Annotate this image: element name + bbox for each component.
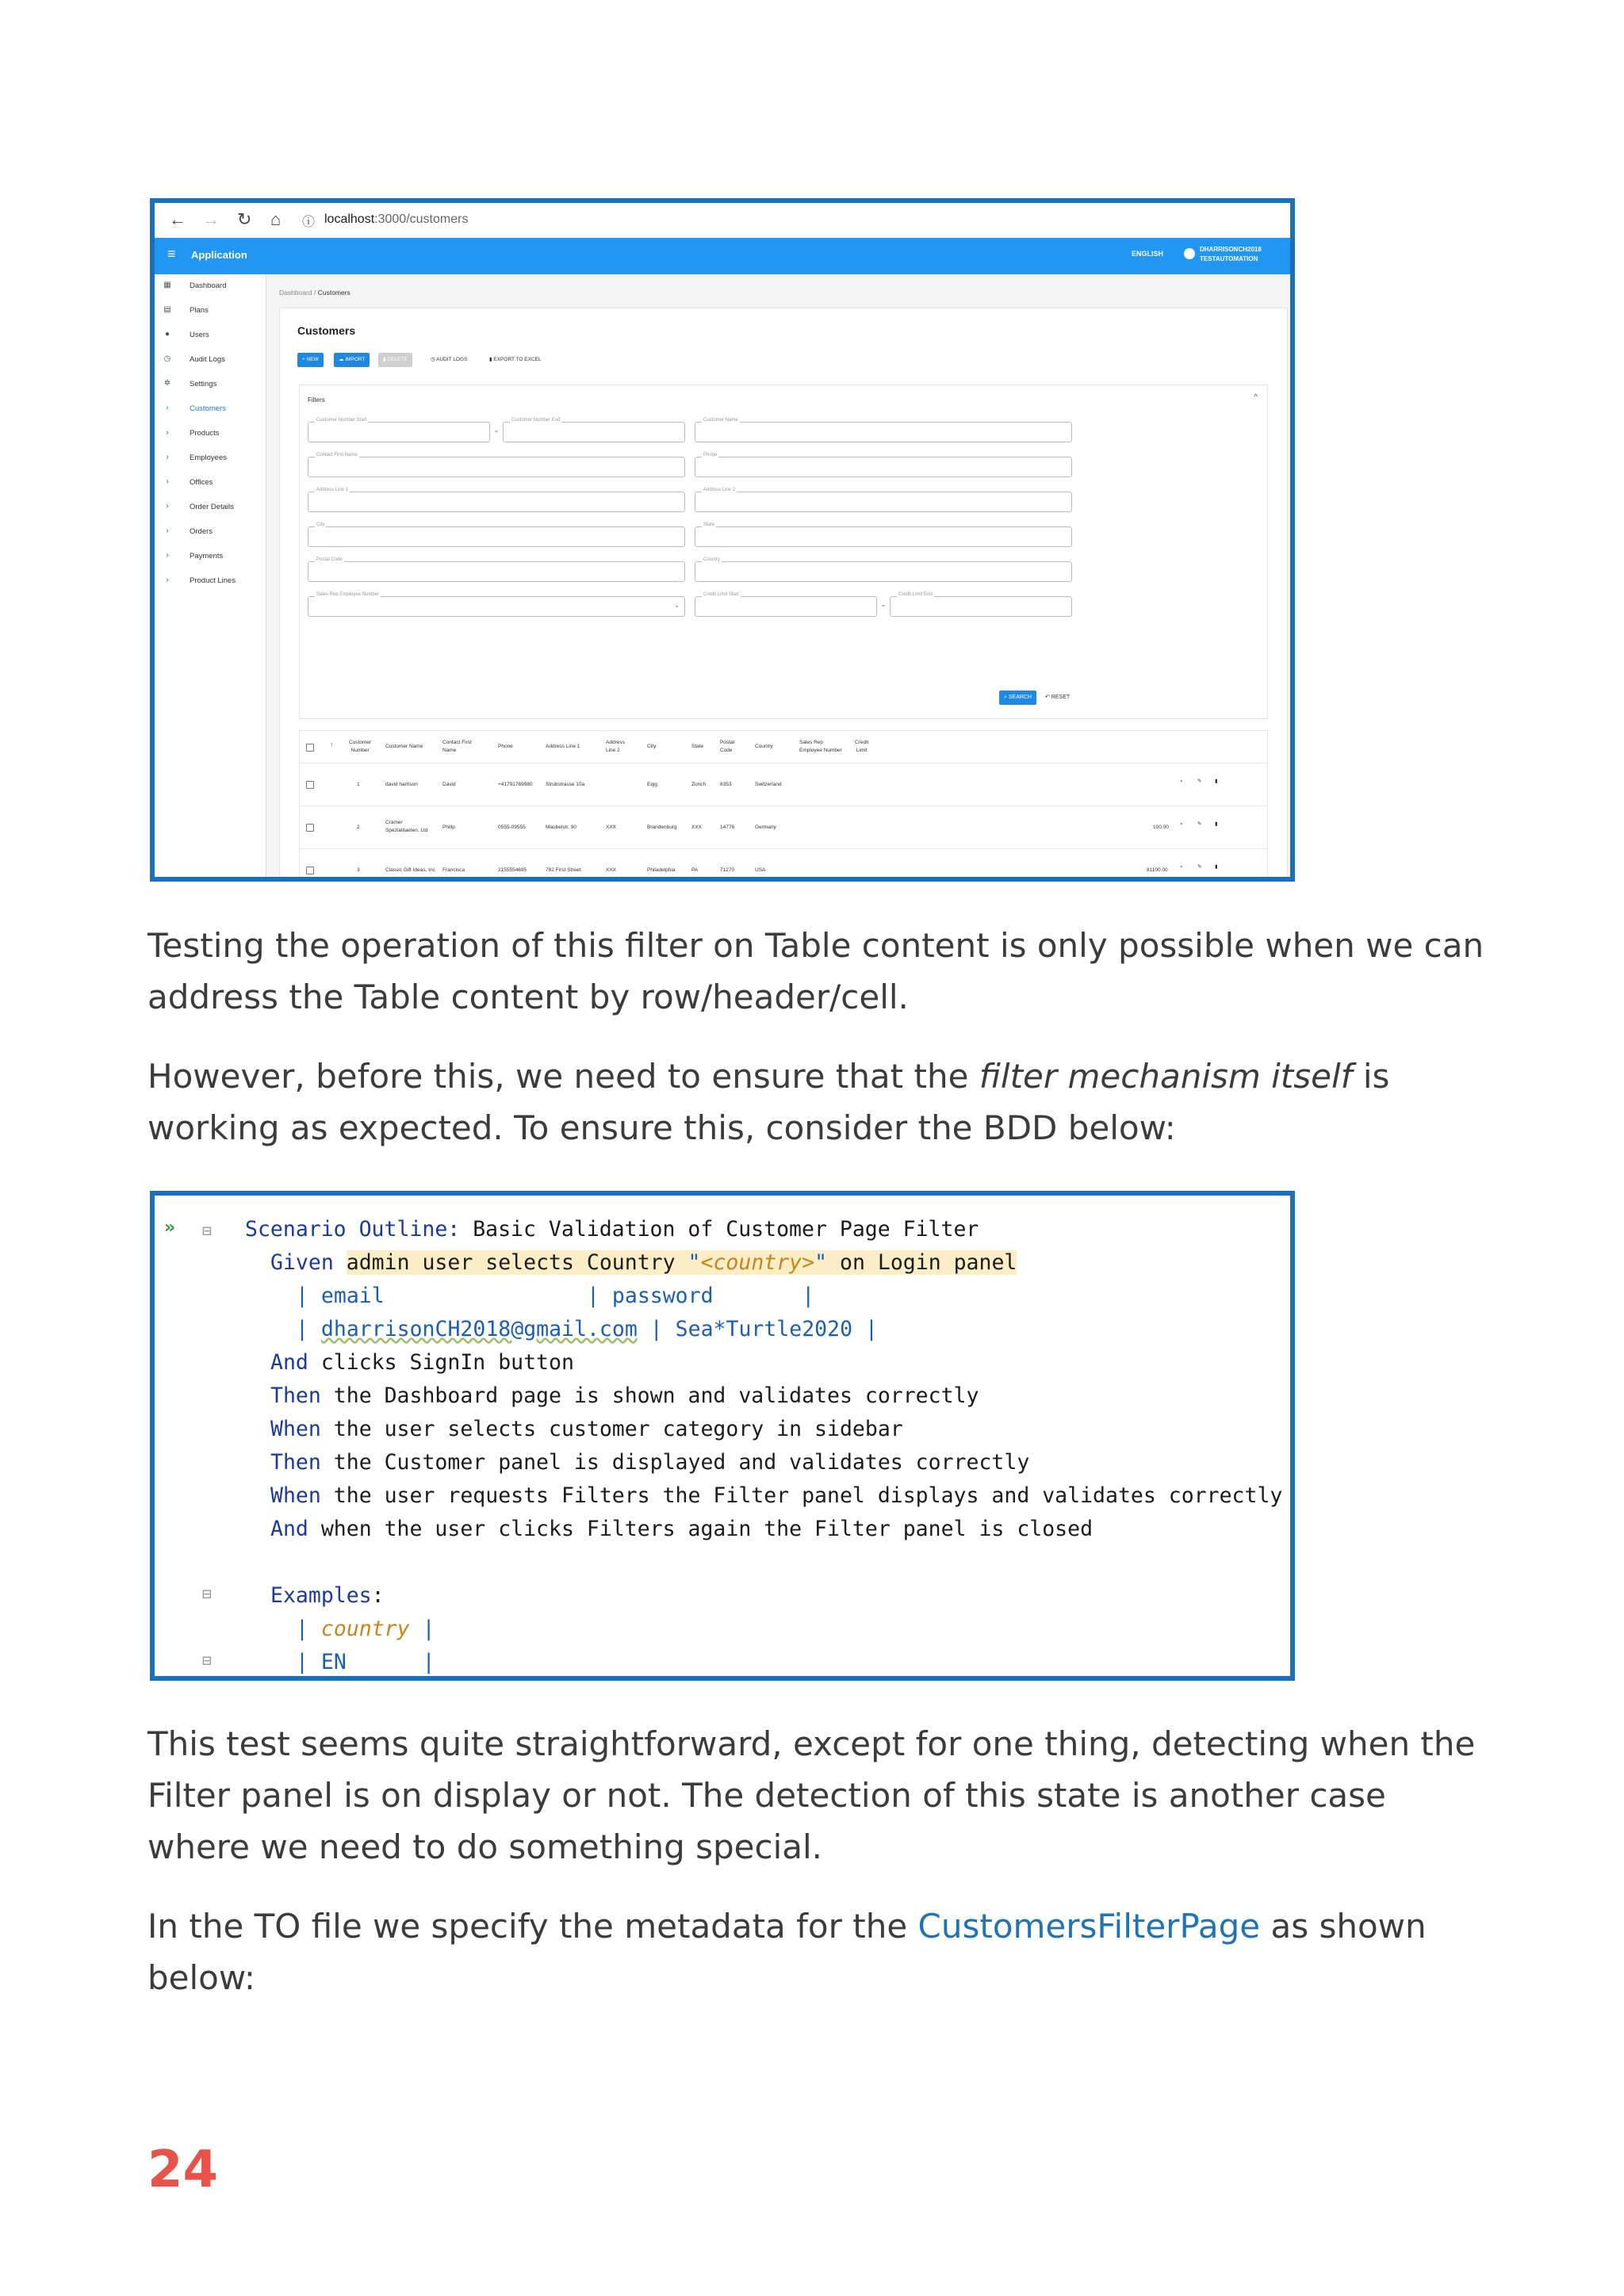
table-bar: | [649, 1317, 676, 1341]
cell-country: USA [755, 867, 766, 873]
string: " [814, 1250, 828, 1275]
reload-icon[interactable]: ↻ [237, 209, 252, 229]
edit-icon[interactable]: ✎ [1197, 864, 1202, 870]
table-bar: | [802, 1284, 815, 1308]
cell-state: Zurich [691, 782, 707, 787]
sidebar-item-label: Audit Logs [190, 355, 225, 364]
page-title: Customers [297, 324, 356, 337]
header-customer-number[interactable] [349, 739, 371, 755]
header-text: Contact First [442, 740, 472, 745]
keyword: Examples [270, 1583, 372, 1608]
sidebar-item-label: Orders [190, 527, 213, 536]
header-text: Address [606, 740, 625, 745]
row-checkbox[interactable] [306, 824, 314, 832]
field-label: Sales Rep Employee Number [316, 592, 380, 597]
header-address-line-1[interactable]: Address Line 1 [546, 744, 580, 749]
cell-postal: 71270 [720, 867, 735, 873]
field-label: Customer Name [703, 418, 738, 423]
view-icon[interactable]: ⌕ [1180, 821, 1183, 827]
code-text [385, 1284, 587, 1308]
paragraph-4 [147, 1900, 1488, 2003]
run-icon[interactable]: » [164, 1218, 176, 1238]
table-cell: Sea*Turtle2020 [675, 1317, 853, 1341]
header-city[interactable]: City [647, 744, 657, 749]
gear-icon: ✲ [163, 379, 171, 388]
cell-address-1: Maubelstr. 90 [546, 825, 577, 830]
cell-city: Philadelphia [647, 867, 676, 873]
table-bar: | [586, 1284, 612, 1308]
audit-logs-button[interactable] [431, 353, 467, 367]
code-text [410, 1617, 423, 1641]
code-text: : [371, 1583, 385, 1608]
table-cell: dharrisonCH2018@gmail.com [320, 1317, 638, 1341]
url-host: localhost [324, 212, 375, 226]
address-line-1-input[interactable] [308, 488, 685, 512]
header-contact-first-name[interactable] [442, 739, 472, 755]
app-title: Application [191, 249, 247, 261]
table-row[interactable] [300, 848, 1267, 882]
sidebar-item-employees[interactable] [155, 446, 266, 470]
new-button[interactable]: + NEW [297, 353, 324, 367]
sidebar-item-orders[interactable] [155, 520, 266, 544]
chevron-right-icon: › [166, 404, 169, 412]
plans-icon: ▤ [163, 305, 171, 314]
cell-credit: 81100.00 [1147, 867, 1168, 873]
code-line [270, 1446, 1029, 1479]
breadcrumb-root[interactable]: Dashboard [279, 289, 312, 297]
cell-state: XXX [691, 825, 703, 830]
text: as shown below: [147, 1907, 1427, 1997]
postal-code-input[interactable] [308, 557, 685, 582]
sidebar-item-settings[interactable] [155, 373, 266, 396]
cell-phone: 2155554695 [498, 867, 527, 873]
back-icon[interactable]: ← [169, 209, 186, 229]
header-credit-limit[interactable] [855, 739, 868, 755]
cell-city: Brandenburg [647, 825, 677, 830]
sidebar-item-label: Order Details [190, 503, 234, 511]
chevron-right-icon: › [166, 428, 169, 437]
code-text: clicks SignIn button [308, 1350, 574, 1375]
fold-icon[interactable]: ⊟ [202, 1221, 213, 1240]
delete-icon[interactable]: ▮ [1215, 821, 1218, 827]
header-text: Postal [720, 740, 735, 745]
delete-icon[interactable]: ▮ [1215, 864, 1218, 870]
code-text [638, 1317, 650, 1341]
home-icon[interactable]: ⌂ [270, 209, 282, 229]
info-icon[interactable]: ⓘ [302, 216, 316, 229]
code-line [270, 1380, 979, 1413]
sidebar-item-audit-logs[interactable] [155, 348, 266, 372]
keyword: Given [270, 1250, 334, 1275]
search-label: SEARCH [1008, 695, 1032, 700]
field-label: Postal Code [316, 557, 343, 562]
customer-name-input[interactable] [695, 418, 1072, 442]
search-button[interactable] [999, 691, 1036, 705]
header-text: Number [350, 748, 370, 753]
code-text: when the user clicks Filters again the Filter panel is closed [308, 1517, 1094, 1541]
main-content [266, 274, 1295, 882]
browser-bar [155, 203, 1290, 239]
header-phone[interactable]: Phone [498, 744, 513, 749]
field-label: Credit Limit Start [703, 592, 739, 597]
field-label: Address Line 1 [316, 488, 349, 492]
chevron-right-icon: › [166, 526, 169, 535]
cell-number: 3 [357, 867, 360, 873]
sidebar-item-label: Settings [190, 380, 217, 388]
table-bar: | [422, 1650, 435, 1674]
field-label: City [316, 522, 325, 527]
code-text [714, 1284, 802, 1308]
code-line [296, 1313, 878, 1346]
edit-icon[interactable]: ✎ [1197, 821, 1202, 827]
header-text: Code [720, 748, 733, 753]
header-country[interactable]: Country [755, 744, 773, 749]
emphasis: filter mechanism itself [979, 1057, 1353, 1096]
cell-address-2: XXX [606, 825, 617, 830]
cell-country: Switzerland [755, 782, 782, 787]
header-text: Sales Rep [799, 740, 823, 745]
code-line [296, 1280, 814, 1313]
state-input[interactable] [695, 522, 1072, 547]
customers-card [279, 308, 1288, 882]
cell-city: Eigg [647, 782, 658, 787]
delete-icon[interactable]: ▮ [1215, 779, 1218, 784]
fold-icon[interactable]: ⊟ [202, 1584, 213, 1603]
history-icon: ◷ [431, 357, 437, 362]
keyword: Scenario Outline: [245, 1217, 461, 1242]
filter-panel-title[interactable]: Filters [308, 396, 325, 404]
file-icon: ▮ [489, 357, 494, 362]
sidebar-item-payments[interactable] [155, 545, 266, 568]
cell-customer-name-2: Spezialitaeten, Ltd [385, 828, 428, 833]
audit-logs-label: AUDIT LOGS [436, 357, 468, 362]
field-label: Customer Number End [511, 418, 561, 423]
sidebar-item-order-details[interactable] [155, 496, 266, 519]
cell-number: 1 [357, 782, 360, 787]
sidebar-item-offices[interactable] [155, 471, 266, 495]
delete-label: DELETE [387, 357, 408, 362]
sort-arrow-icon[interactable]: ↑ [330, 740, 334, 748]
table-cell: EN [320, 1650, 347, 1674]
text: is working as expected. To ensure this, consider the BDD below: [147, 1057, 1390, 1147]
table-bar: | [296, 1284, 321, 1308]
field-label: Phone [703, 453, 718, 457]
code-text: Basic Validation of Customer Page Filter [460, 1217, 979, 1242]
customers-table [299, 730, 1268, 882]
cell-contact: David [442, 782, 456, 787]
row-checkbox[interactable] [306, 781, 314, 789]
page-number: 24 [147, 2141, 219, 2199]
select-all-checkbox[interactable] [306, 744, 314, 752]
chevron-right-icon: › [166, 551, 169, 560]
app-screenshot [150, 198, 1295, 882]
table-cell: country [320, 1617, 410, 1641]
app-bar [155, 238, 1290, 274]
sidebar-item-users[interactable] [155, 323, 266, 347]
code-text: the user requests Filters the Filter panel displays and validates correctly [320, 1483, 1283, 1508]
sidebar-item-label: Product Lines [190, 576, 236, 585]
sidebar-item-plans[interactable] [155, 299, 266, 323]
cell-address-2: XXX [606, 867, 617, 873]
field-label: Country [703, 557, 721, 562]
chevron-right-icon: › [166, 477, 169, 486]
field-label: Address Line 2 [703, 488, 736, 492]
cell-contact: Francisca [442, 867, 465, 873]
breadcrumb-separator: / [313, 289, 316, 297]
field-label: State [703, 522, 715, 527]
user-name: DHARRISONCH2018 [1200, 246, 1262, 253]
keyword: And [270, 1350, 308, 1375]
table-cell: password [611, 1284, 714, 1308]
cell-country: Germany [755, 825, 776, 830]
code-line [296, 1613, 435, 1646]
cell-customer-name: Cramer [385, 820, 403, 825]
view-icon[interactable]: ⌕ [1180, 779, 1183, 784]
sidebar-item-products[interactable] [155, 422, 266, 446]
code-text: the Customer panel is displayed and validates correctly [320, 1450, 1030, 1475]
code-line [296, 1646, 435, 1679]
header-text: Credit [855, 740, 869, 745]
reset-button[interactable] [1040, 691, 1074, 705]
cloud-upload-icon: ☁ [339, 357, 346, 362]
contact-first-name-input[interactable] [308, 453, 685, 477]
edit-icon[interactable]: ✎ [1197, 779, 1202, 784]
code-line [270, 1579, 385, 1613]
user-avatar-icon[interactable] [1184, 248, 1195, 259]
cell-phone: +41791769980 [498, 782, 533, 787]
address-line-2-input[interactable] [695, 488, 1072, 512]
code-line [245, 1213, 979, 1246]
dashboard-icon: ▦ [163, 281, 171, 289]
code-line [270, 1413, 903, 1446]
address-bar[interactable] [324, 212, 468, 227]
keyword: When [270, 1483, 321, 1508]
breadcrumb-current: Customers [317, 289, 350, 297]
undo-icon: ↶ [1045, 695, 1051, 700]
forward-icon[interactable]: → [202, 209, 220, 229]
cell-state: PA [691, 867, 699, 873]
sidebar-item-label: Offices [190, 478, 213, 487]
user-icon: ● [164, 330, 170, 339]
header-text: Limit [856, 748, 868, 753]
string: " [688, 1250, 701, 1275]
text: In the TO file we specify the metadata for the [147, 1907, 918, 1946]
table-bar: | [296, 1650, 321, 1674]
reset-label: RESET [1051, 695, 1071, 700]
field-label: Customer Number Start [316, 418, 367, 423]
keyword: Then [270, 1383, 321, 1408]
range-dash: - [495, 425, 498, 436]
chevron-up-icon[interactable]: ^ [1254, 393, 1258, 402]
cell-contact: Philip [442, 825, 455, 830]
city-input[interactable] [308, 522, 685, 547]
header-sales-rep[interactable] [799, 739, 842, 755]
import-button[interactable] [334, 353, 370, 367]
cell-customer-name: Classic Gift Ideas, Inc [385, 867, 435, 873]
sidebar-item-label: Payments [190, 552, 224, 561]
import-label: IMPORT [345, 357, 366, 362]
header-text: Name [442, 748, 457, 753]
code-text [347, 1650, 423, 1674]
keyword: And [270, 1517, 308, 1541]
row-checkbox[interactable] [306, 867, 314, 874]
chevron-right-icon: › [166, 576, 169, 584]
delete-button[interactable] [378, 353, 412, 367]
country-input[interactable] [695, 557, 1072, 582]
filter-panel [299, 385, 1268, 719]
text: However, before this, we need to ensure that the [147, 1057, 979, 1096]
sidebar-item-product-lines[interactable] [155, 569, 266, 593]
sidebar-item-dashboard[interactable] [155, 274, 266, 298]
chevron-right-icon: › [166, 453, 169, 461]
cell-postal: 8353 [720, 782, 732, 787]
code-text: the Dashboard page is shown and validates correctly [320, 1383, 979, 1408]
header-state[interactable]: State [691, 744, 704, 749]
phone-input[interactable] [695, 453, 1072, 477]
chevron-right-icon: › [166, 502, 169, 511]
code-text [852, 1317, 865, 1341]
customer-number-start-input[interactable] [308, 418, 490, 442]
field-label: Contact First Name [316, 453, 358, 457]
table-bar: | [422, 1617, 435, 1641]
code-line [270, 1346, 574, 1380]
table-cell: email [320, 1284, 385, 1308]
table-row[interactable] [300, 806, 1267, 849]
sidebar-item-customers[interactable] [155, 397, 266, 421]
code-line [270, 1479, 1282, 1513]
paragraph-3: This test seems quite straightforward, except for one thing, detecting when the Filter panel is on display or not. The detection of this state is another case where we need to do something special. [147, 1724, 1476, 1866]
cell-customer-name: david harrison [385, 782, 418, 787]
header-address-line-2[interactable] [606, 739, 625, 755]
sidebar-item-label: Employees [190, 453, 227, 462]
sidebar-item-label: Customers [190, 404, 226, 413]
keyword: Then [270, 1450, 321, 1475]
header-text: Employee Number [799, 748, 842, 753]
cell-address-1: 782 First Street [546, 867, 581, 873]
code-text: admin user selects Country [346, 1250, 688, 1275]
code-line [270, 1513, 1093, 1546]
highlighted-step [347, 1250, 1017, 1275]
sidebar-item-label: Users [190, 331, 209, 339]
table-bar: | [296, 1617, 321, 1641]
header-postal-code[interactable] [720, 739, 734, 755]
sidebar [155, 274, 266, 882]
menu-icon[interactable]: ≡ [167, 246, 176, 262]
code-text [334, 1250, 347, 1275]
cell-phone: 0555-09555 [498, 825, 526, 830]
sidebar-item-label: Dashboard [190, 281, 227, 290]
keyword: When [270, 1417, 321, 1441]
table-bar: | [296, 1317, 321, 1341]
header-customer-name[interactable]: Customer Name [385, 744, 423, 749]
range-dash: - [882, 599, 885, 610]
bdd-code-block [150, 1191, 1295, 1681]
search-icon: ⌕ [1004, 695, 1009, 700]
export-excel-label: EXPORT TO EXCEL [493, 357, 542, 362]
chevron-down-icon: ⌄ [674, 602, 680, 609]
cell-address-1: Strubstrasse 10a [546, 782, 585, 787]
customer-number-end-input[interactable] [503, 418, 685, 442]
cell-postal: 14776 [720, 825, 735, 830]
credit-limit-start-input[interactable] [695, 592, 877, 617]
code-text: on Login panel [827, 1250, 1017, 1275]
export-excel-button[interactable] [489, 353, 542, 367]
sidebar-item-label: Plans [190, 306, 209, 315]
table-row[interactable] [300, 763, 1267, 806]
credit-limit-end-input[interactable] [890, 592, 1072, 617]
table-bar: | [865, 1317, 878, 1341]
header-text: Customer [349, 740, 372, 745]
fold-icon[interactable]: ⊟ [202, 1651, 213, 1670]
code-text: the user selects customer category in sidebar [320, 1417, 903, 1441]
code-line [270, 1246, 1017, 1280]
field-label: Credit Limit End [898, 592, 933, 597]
trash-icon: ▮ [383, 357, 388, 362]
language-button[interactable]: ENGLISH [1132, 250, 1164, 258]
history-icon: ◷ [163, 354, 171, 363]
placeholder: <country> [700, 1250, 815, 1275]
paragraph-1: Testing the operation of this filter on Table content is only possible when we can address the Table content by row/header/cell. [147, 926, 1484, 1016]
cell-number: 2 [357, 825, 360, 830]
breadcrumb [279, 289, 350, 297]
header-text: Line 2 [606, 748, 620, 753]
user-org: TESTAUTOMATION [1200, 255, 1258, 262]
url-path: :3000/customers [374, 212, 469, 226]
user-menu[interactable] [1200, 245, 1262, 264]
cell-credit: 100.00 [1153, 825, 1169, 830]
sales-rep-select[interactable] [308, 592, 685, 617]
view-icon[interactable]: ⌕ [1180, 864, 1183, 870]
customers-filter-page-link[interactable]: CustomersFilterPage [917, 1907, 1261, 1946]
sidebar-item-label: Products [190, 429, 220, 438]
paragraph-2 [147, 1050, 1488, 1154]
